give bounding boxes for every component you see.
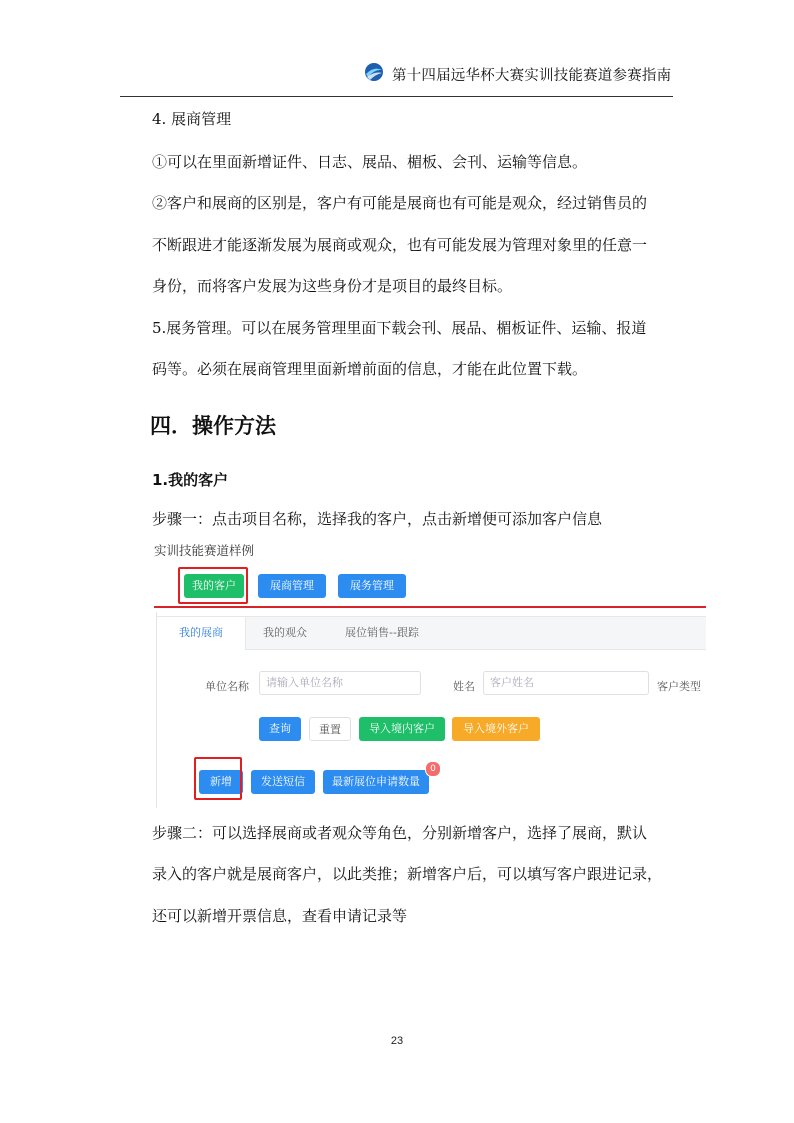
- import-domestic-button[interactable]: 导入境内客户: [359, 717, 445, 741]
- my-customers-button[interactable]: 我的客户: [184, 574, 244, 598]
- customer-name-input[interactable]: 客户姓名: [483, 671, 649, 695]
- paragraph-line: ①可以在里面新增证件、日志、展品、楣板、会刊、运输等信息。: [152, 153, 588, 171]
- unit-name-input[interactable]: 请输入单位名称: [259, 671, 421, 695]
- add-button[interactable]: 新增: [199, 770, 243, 794]
- send-sms-button[interactable]: 发送短信: [251, 770, 315, 794]
- count-badge: 0: [425, 761, 441, 777]
- paragraph-line: 身份，而将客户发展为这些身份才是项目的最终目标。: [152, 277, 513, 295]
- embedded-screenshot: [150, 536, 706, 808]
- query-button[interactable]: 查询: [259, 717, 301, 741]
- subsection-title: 1.我的客户: [152, 471, 229, 489]
- red-divider: [154, 606, 706, 608]
- step-one-text: 步骤一：点击项目名称，选择我的客户，点击新增便可添加客户信息: [152, 510, 603, 528]
- step-two-line: 步骤二：可以选择展商或者观众等角色，分别新增客户，选择了展商，默认: [152, 824, 648, 842]
- exhibition-affairs-button[interactable]: 展务管理: [338, 574, 406, 598]
- latest-booth-applications-button[interactable]: 最新展位申请数量: [323, 770, 429, 794]
- customer-panel: [156, 612, 706, 808]
- tab-my-exhibitors[interactable]: 我的展商: [157, 617, 246, 650]
- paragraph-heading-4: 4. 展商管理: [152, 110, 232, 128]
- tab-my-visitors[interactable]: 我的观众: [263, 626, 307, 639]
- highlight-box: [178, 567, 248, 604]
- paragraph-line: ②客户和展商的区别是，客户有可能是展商也有可能是观众，经过销售员的: [152, 194, 648, 212]
- paragraph-line: 不断跟进才能逐渐发展为展商或观众，也有可能发展为管理对象里的任意一: [152, 236, 648, 254]
- highlight-box: [194, 757, 242, 800]
- reset-button[interactable]: 重置: [309, 717, 351, 741]
- tab-booth-sales[interactable]: 展位销售--跟踪: [345, 626, 419, 639]
- paragraph-line: 5.展务管理。可以在展务管理里面下载会刊、展品、楣板证件、运输、报道: [152, 319, 647, 337]
- name-label: 姓名: [453, 680, 475, 693]
- exhibitor-management-button[interactable]: 展商管理: [258, 574, 326, 598]
- import-overseas-button[interactable]: 导入境外客户: [452, 717, 540, 741]
- customer-type-label: 客户类型: [657, 680, 701, 693]
- page-number: 23: [390, 1035, 404, 1047]
- unit-name-label: 单位名称: [205, 680, 249, 693]
- page-header: [120, 58, 673, 97]
- globe-logo-icon: [364, 62, 384, 82]
- step-two-line: 还可以新增开票信息，查看申请记录等: [152, 907, 408, 925]
- section-title: 四．操作方法: [150, 414, 276, 438]
- paragraph-line: 码等。必须在展商管理里面新增前面的信息，才能在此位置下载。: [152, 360, 588, 378]
- header-title: 第十四届远华杯大赛实训技能赛道参赛指南: [392, 68, 672, 84]
- screenshot-title: 实训技能赛道样例: [154, 543, 255, 558]
- step-two-line: 录入的客户就是展商客户，以此类推；新增客户后，可以填写客户跟进记录，: [152, 865, 663, 883]
- tab-bar: [157, 616, 706, 650]
